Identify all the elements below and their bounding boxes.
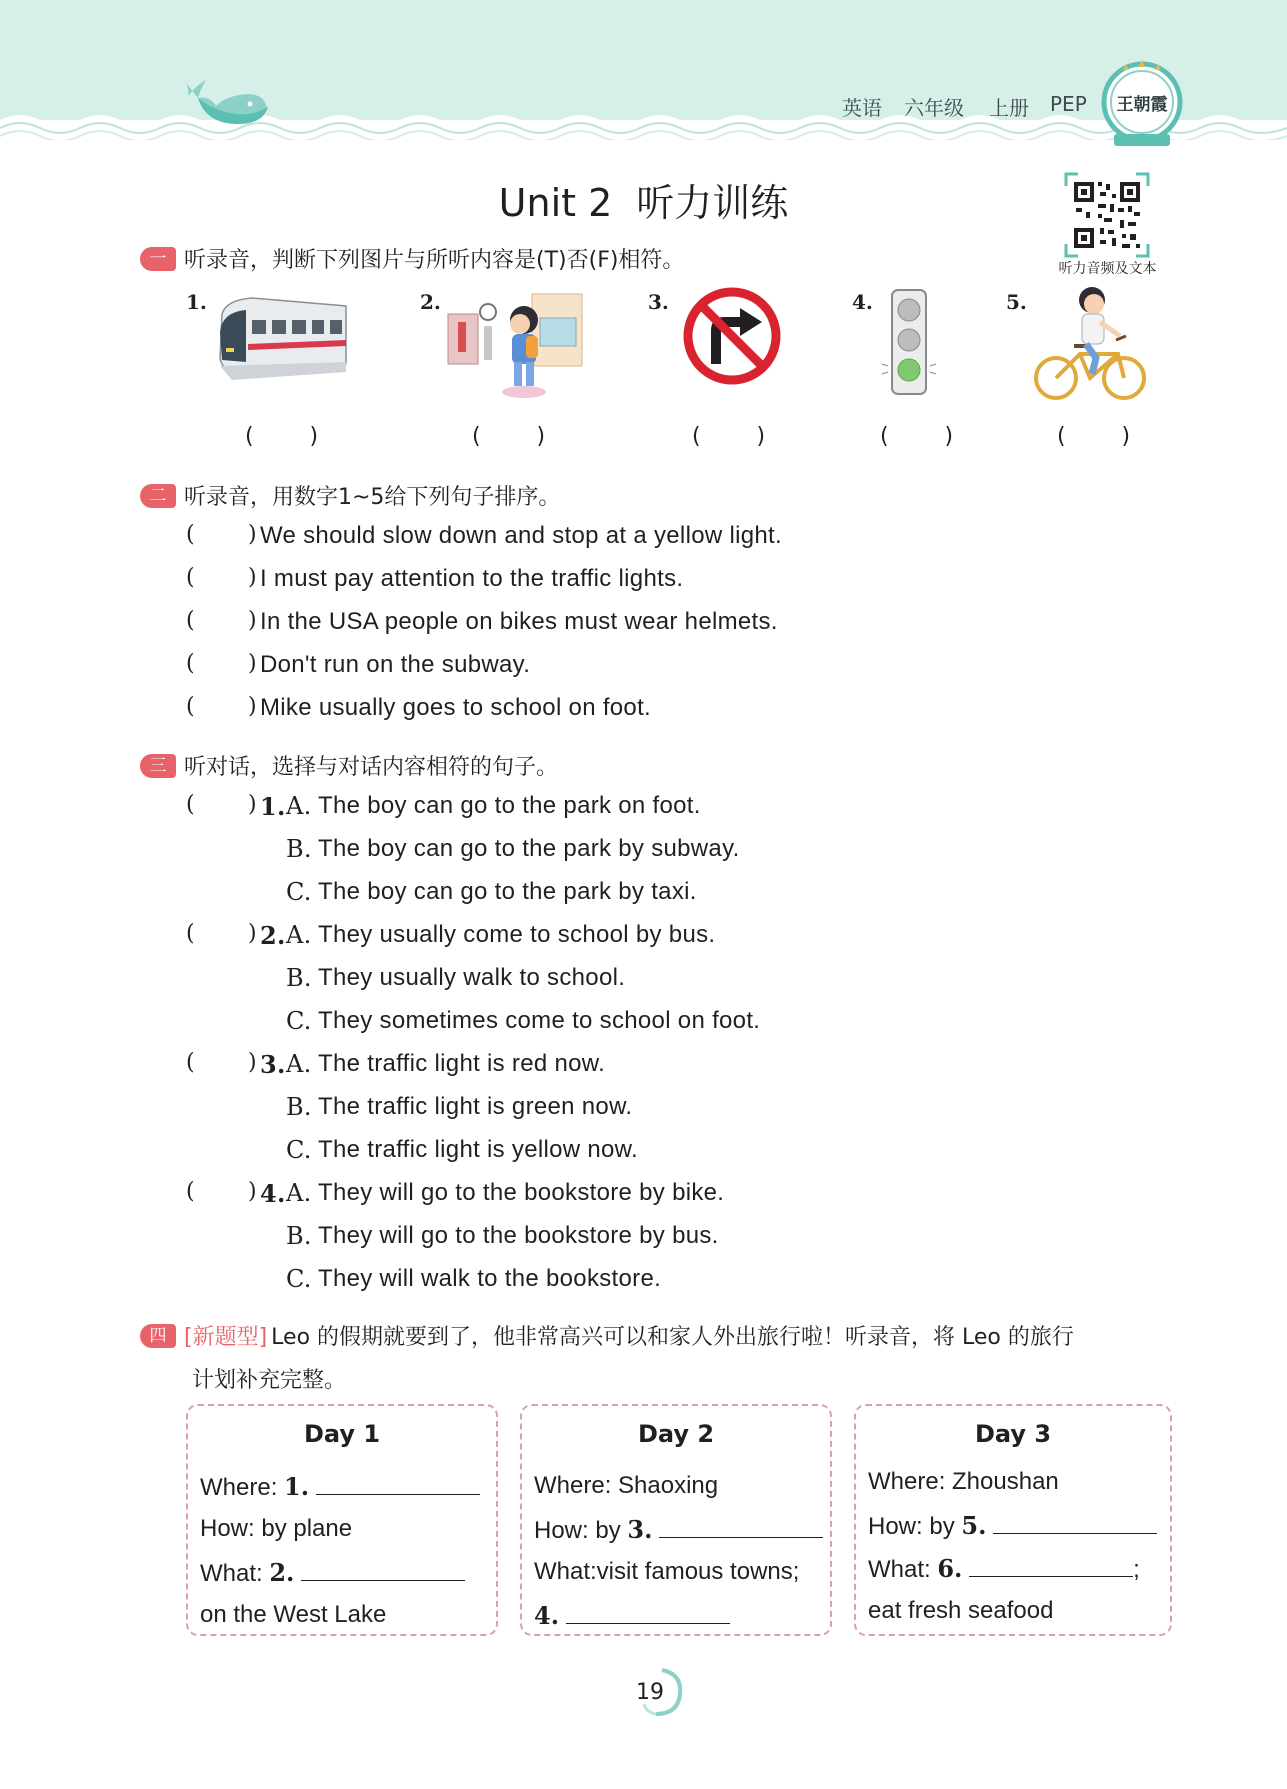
how-label: How: by xyxy=(534,1517,628,1544)
option-text: They will go to the bookstore by bike. xyxy=(318,1179,725,1206)
header-edition: PEP xyxy=(1050,92,1087,116)
blank-number: 4. xyxy=(534,1601,560,1630)
blank-number: 5. xyxy=(961,1511,987,1540)
section1-heading xyxy=(140,243,684,274)
question-number: 2. xyxy=(260,921,286,950)
header-volume: 上册 xyxy=(989,96,1029,120)
paren-close: ) xyxy=(248,694,257,719)
sentence-text: Don't run on the subway. xyxy=(260,651,531,678)
paren-close: ) xyxy=(248,565,257,590)
option-label: C. xyxy=(286,878,312,906)
section4-instruction-line1: Leo 的假期就要到了，他非常高兴可以和家人外出旅行啦！听录音，将 Leo 的旅行 xyxy=(271,1325,1074,1350)
section3-instruction: 听对话，选择与对话内容相符的句子。 xyxy=(184,755,559,780)
blank-number: 3. xyxy=(627,1515,653,1544)
option-label: C. xyxy=(286,1136,312,1164)
paren-close: ) xyxy=(248,522,257,547)
sentence-text: Mike usually goes to school on foot. xyxy=(260,694,652,721)
paren-open[interactable]: ( xyxy=(186,651,195,676)
section-badge: 一 xyxy=(140,247,176,271)
where-line: Where: Shaoxing xyxy=(534,1472,719,1499)
picture-number: 3. xyxy=(648,290,669,314)
sentence-text: We should slow down and stop at a yellow light. xyxy=(260,522,782,549)
sentence-text: In the USA people on bikes must wear helmets. xyxy=(260,608,778,635)
semicolon: ; xyxy=(1133,1556,1140,1583)
day-title: Day 3 xyxy=(974,1420,1052,1448)
answer-blank[interactable]: ( ) xyxy=(245,424,319,449)
paren-close: ) xyxy=(248,608,257,633)
answer-paren-close: ) xyxy=(248,921,257,946)
day-plan-card xyxy=(854,1404,1172,1636)
option-text: They will go to the bookstore by bus. xyxy=(318,1222,719,1249)
answer-paren-open[interactable]: ( xyxy=(186,1179,195,1204)
section1-instruction: 听录音，判断下列图片与所听内容是(T)否(F)相符。 xyxy=(184,248,685,273)
fill-blank[interactable] xyxy=(316,1475,480,1495)
question-number: 3. xyxy=(260,1050,286,1079)
picture-number: 5. xyxy=(1006,290,1027,314)
how-line: How: by plane xyxy=(200,1515,353,1542)
option-label: A. xyxy=(286,792,312,820)
unit-label: Unit 2 xyxy=(498,181,613,225)
option-label: B. xyxy=(286,964,312,992)
day-plan-card xyxy=(520,1404,832,1636)
paren-open[interactable]: ( xyxy=(186,522,195,547)
option-text: The boy can go to the park by taxi. xyxy=(318,878,697,905)
what-label: What: xyxy=(200,1560,270,1587)
fill-blank[interactable] xyxy=(659,1518,823,1538)
option-text: The traffic light is yellow now. xyxy=(318,1136,638,1163)
what-line: What:visit famous towns; xyxy=(534,1558,800,1585)
paren-close: ) xyxy=(248,651,257,676)
section4-heading xyxy=(140,1320,1074,1351)
option-label: B. xyxy=(286,1093,312,1121)
answer-blank[interactable]: ( ) xyxy=(1057,424,1131,449)
what-line xyxy=(868,1554,1140,1584)
paren-open[interactable]: ( xyxy=(186,608,195,633)
option-text: They sometimes come to school on foot. xyxy=(318,1007,761,1034)
option-label: B. xyxy=(286,835,312,863)
section4-instruction-line2: 计划补充完整。 xyxy=(192,1368,347,1393)
option-text: They usually walk to school. xyxy=(318,964,626,991)
blank-number: 6. xyxy=(937,1554,963,1583)
new-question-tag: [新题型] xyxy=(184,1325,268,1350)
blank-number: 2. xyxy=(269,1558,295,1587)
answer-blank[interactable]: ( ) xyxy=(880,424,954,449)
section3-heading xyxy=(140,750,558,781)
option-label: C. xyxy=(286,1265,312,1293)
picture-number: 4. xyxy=(852,290,873,314)
where-label: Where: xyxy=(200,1474,285,1501)
answer-blank[interactable]: ( ) xyxy=(472,424,546,449)
answer-paren-open[interactable]: ( xyxy=(186,1050,195,1075)
answer-paren-close: ) xyxy=(248,1179,257,1204)
answer-paren-close: ) xyxy=(248,1050,257,1075)
answer-paren-close: ) xyxy=(248,792,257,817)
option-label: C. xyxy=(286,1007,312,1035)
option-text: The boy can go to the park by subway. xyxy=(318,835,740,862)
what-extra: eat fresh seafood xyxy=(868,1597,1054,1624)
traffic-light-picture xyxy=(880,286,938,398)
option-label: A. xyxy=(286,1179,312,1207)
subway-train-picture xyxy=(212,292,350,382)
qr-code-icon[interactable] xyxy=(1064,172,1150,258)
page-number: 19 xyxy=(636,1680,664,1705)
option-label: B. xyxy=(286,1222,312,1250)
question-number: 4. xyxy=(260,1179,286,1208)
answer-paren-open[interactable]: ( xyxy=(186,792,195,817)
option-text: The traffic light is red now. xyxy=(318,1050,606,1077)
where-line: Where: Zhoushan xyxy=(868,1468,1059,1495)
how-line xyxy=(534,1515,823,1545)
fill-blank[interactable] xyxy=(993,1514,1157,1534)
header-grade: 六年级 xyxy=(904,96,964,120)
how-line xyxy=(868,1511,1157,1541)
day-plan-card xyxy=(186,1404,498,1636)
brand-name: 王朝霞 xyxy=(1116,95,1168,115)
title-name: 听力训练 xyxy=(636,181,789,225)
paren-open[interactable]: ( xyxy=(186,694,195,719)
option-text: The traffic light is green now. xyxy=(318,1093,633,1120)
option-text: The boy can go to the park on foot. xyxy=(318,792,701,819)
what-extra-line xyxy=(534,1601,730,1631)
blank-number: 1. xyxy=(284,1472,310,1501)
section-badge: 四 xyxy=(140,1324,176,1348)
picture-number: 2. xyxy=(420,290,441,314)
section-badge: 二 xyxy=(140,484,176,508)
answer-paren-open[interactable]: ( xyxy=(186,921,195,946)
answer-blank[interactable]: ( ) xyxy=(692,424,766,449)
boy-walking-picture xyxy=(444,286,584,404)
no-right-turn-sign xyxy=(682,286,782,386)
qr-caption: 听力音频及文本 xyxy=(1058,261,1157,277)
section2-heading xyxy=(140,480,560,511)
brand-logo xyxy=(1100,58,1184,150)
how-label: How: by xyxy=(868,1513,962,1540)
section2-instruction: 听录音，用数字1~5给下列句子排序。 xyxy=(184,485,561,510)
fill-blank[interactable] xyxy=(301,1561,465,1581)
day-title: Day 2 xyxy=(637,1420,715,1448)
option-label: A. xyxy=(286,921,312,949)
picture-number: 1. xyxy=(186,290,207,314)
question-number: 1. xyxy=(260,792,286,821)
what-line xyxy=(200,1558,465,1588)
what-label: What: xyxy=(868,1556,938,1583)
day-title: Day 1 xyxy=(303,1420,381,1448)
boy-riding-bike-picture xyxy=(1030,284,1150,404)
sentence-text: I must pay attention to the traffic lights. xyxy=(260,565,684,592)
fill-blank[interactable] xyxy=(969,1557,1133,1577)
what-extra: on the West Lake xyxy=(200,1601,387,1628)
option-text: They will walk to the bookstore. xyxy=(318,1265,662,1292)
section-badge: 三 xyxy=(140,754,176,778)
where-line xyxy=(200,1472,480,1502)
option-text: They usually come to school by bus. xyxy=(318,921,716,948)
fill-blank[interactable] xyxy=(566,1604,730,1624)
header-subject: 英语 xyxy=(842,96,882,120)
whale-icon xyxy=(176,76,276,132)
option-label: A. xyxy=(286,1050,312,1078)
paren-open[interactable]: ( xyxy=(186,565,195,590)
